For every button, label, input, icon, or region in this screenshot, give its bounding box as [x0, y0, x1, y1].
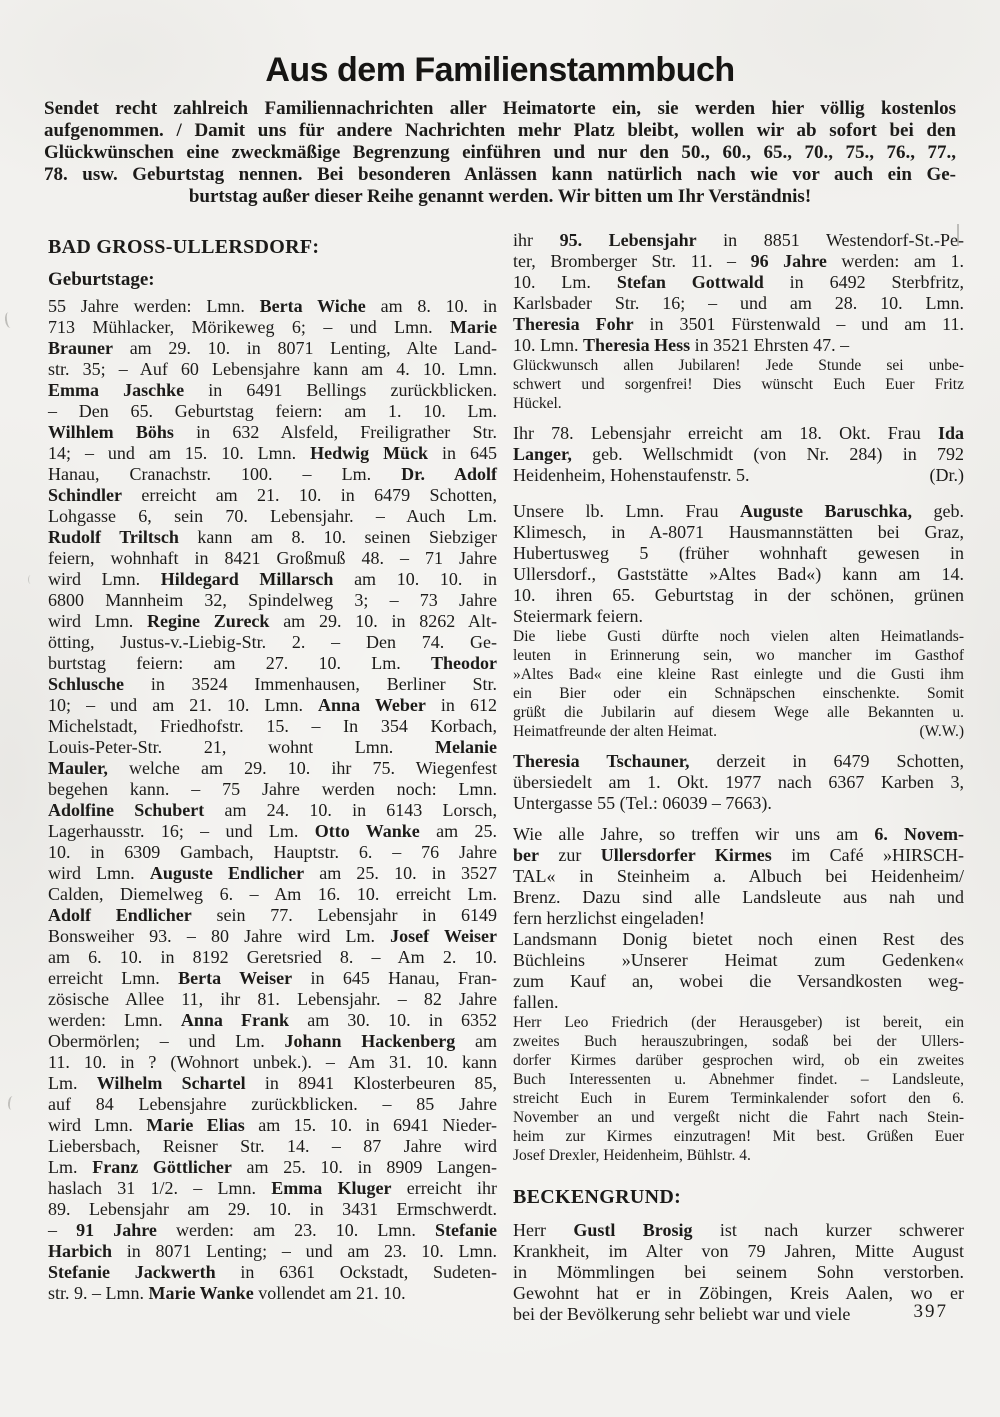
- text-line: heim zur Kirmes einzutragen! Mit best. Grüßen Euer: [513, 1128, 964, 1145]
- text-line: 10; – und am 21. 10. Lmn. Anna Weber in 612: [48, 695, 497, 715]
- section-heading-beckengrund: [513, 1184, 964, 1210]
- text-line: zum Kauf an, wobei die Versandkosten weg-: [513, 971, 964, 991]
- text-line: Schlusche in 3524 Immenhausen, Berliner Str.: [48, 674, 497, 694]
- text-line: Glückwünschen eine zweckmäßige Begrenzung einführen und nur den 50., 60., 65., 70., 75., 76., 77.,: [44, 142, 956, 163]
- text-line: Ihr 78. Lebensjahr erreicht am 18. Okt. Frau Ida: [513, 423, 964, 443]
- text-line: ötting, Justus-v.-Liebig-Str. 2. – Den 74. Ge-: [48, 632, 497, 652]
- left-column: [48, 230, 497, 1325]
- text-line: 10. in 6309 Gambach, Hauptstr. 6. – 76 Jahre: [48, 842, 497, 862]
- text-line: Hückel.: [513, 395, 562, 412]
- text-line: Hubertusweg 5 (früher wohnhaft gewesen in: [513, 543, 964, 563]
- text-line: Liebersbach, Reisner Str. 14. – 87 Jahre wird: [48, 1136, 497, 1156]
- paragraph: [513, 929, 964, 1013]
- text-line: Buch Interessenten u. Abnehmer findet. – Landsleute,: [513, 1071, 964, 1088]
- text-line: Hanau, Cranachstr. 100. – Lm. Dr. Adolf: [48, 464, 497, 484]
- text-line: Unsere lb. Lmn. Frau Auguste Baruschka, geb.: [513, 501, 964, 521]
- text-line: Glückwunsch allen Jubilaren! Jede Stunde sei unbe-: [513, 357, 964, 374]
- text-line: haslach 31 1/2. – Lmn. Emma Kluger erreicht ihr: [48, 1178, 497, 1198]
- text-line: erreicht Lmn. Berta Weiser in 645 Hanau, Fran-: [48, 968, 497, 988]
- text-line: TAL« in Steinheim a. Albuch bei Heidenheim/: [513, 866, 964, 886]
- text-line: Landsmann Donig bietet noch einen Rest des: [513, 929, 964, 949]
- text-line: wird Lmn. Regine Zureck am 29. 10. in 8262 Alt-: [48, 611, 497, 631]
- text-line: Büchleins »Unserer Heimat zum Gedenken«: [513, 950, 964, 970]
- text-line: 10. Lmn. Theresia Hess in 3521 Ehrsten 47. –: [513, 335, 850, 355]
- text-line: bei der Bevölkerung sehr beliebt war und viele: [513, 1304, 851, 1324]
- text-line: Steiermark feiern.: [513, 606, 643, 626]
- right-aligned-initials: (W.W.): [919, 723, 964, 740]
- text-line: burtstag außer dieser Reihe genannt werden. Wir bitten um Ihr Verständnis!: [188, 186, 812, 207]
- paragraph: [513, 751, 964, 814]
- text-line: Die liebe Gusti dürfte noch vielen alten Heimatlands-: [513, 628, 964, 645]
- text-line: grüßt die Jubilarin auf diesem Wege alle Bekannten u.: [513, 704, 964, 721]
- text-line: fern herzlichst eingeladen!: [513, 908, 705, 928]
- section-heading-bad-gross-ullersdorf: BAD GROSS-ULLERSDORF:: [48, 236, 320, 258]
- text-line: 55 Jahre werden: Lmn. Berta Wiche am 8. 10. in: [48, 296, 497, 316]
- text-line: 89. Lebensjahr am 29. 10. in 3431 Ermschwerdt.: [48, 1199, 497, 1219]
- scan-artifact: [7, 1096, 16, 1111]
- text-line: Untergasse 55 (Tel.: 06039 – 7663).: [513, 793, 772, 813]
- text-line: ein Bier oder ein Schnäpschen einschenkte. Somit: [513, 685, 964, 702]
- text-line: werden: Lmn. Anna Frank am 30. 10. in 6352: [48, 1010, 497, 1030]
- text-line: aufgenommen. / Damit uns für andere Nachrichten mehr Platz bleibt, wollen wir ab sofort bei den: [44, 120, 956, 141]
- text-line: Heimatfreunde der alten Heimat. (W.W.): [513, 723, 964, 740]
- text-line: Sendet recht zahlreich Familiennachrichten aller Heimatorte ein, sie werden hier völlig kostenlos: [44, 98, 956, 119]
- text-line: dorfer Kirmes darüber gesprochen wird, ob ein zweites: [513, 1052, 964, 1069]
- text-line: ber zur Ullersdorfer Kirmes im Café »HIRSCH-: [513, 845, 964, 865]
- text-line: 14; – und am 15. 10. Lmn. Hedwig Mück in 645: [48, 443, 497, 463]
- text-line: »Altes Bad« eine kleine Rast einlegte und die Gusti ihm: [513, 666, 964, 683]
- text-line: Heidenheim, Hohenstaufenstr. 5. (Dr.): [513, 465, 964, 485]
- text-line: begehen kann. – 75 Jahre werden noch: Lmn.: [48, 779, 497, 799]
- text-line: Lagerhausstr. 16; – und Lm. Otto Wanke am 25.: [48, 821, 497, 841]
- text-line: – Den 65. Geburtstag feiern: am 1. 10. Lm.: [48, 401, 497, 421]
- text-line: wird Lmn. Auguste Endlicher am 25. 10. in 3527: [48, 863, 497, 883]
- text-line: Lm. Franz Göttlicher am 25. 10. in 8909 Langen-: [48, 1157, 497, 1177]
- text-line: Lohgasse 6, sein 70. Lebensjahr. – Auch Lm.: [48, 506, 497, 526]
- text-line: Theresia Tschauner, derzeit in 6479 Schotten,: [513, 751, 964, 771]
- paragraph: [513, 356, 964, 413]
- right-aligned-initials: (Dr.): [929, 465, 964, 485]
- paragraph: [513, 501, 964, 627]
- text-line: str. 35; – Auf 60 Lebensjahre kann am 4. 10. Lmn.: [48, 359, 497, 379]
- text-line: Stefanie Jackwerth in 6361 Ockstadt, Sudeten-: [48, 1262, 497, 1282]
- paragraph: [513, 1220, 964, 1325]
- text-line: Obermörlen; – und Lm. Johann Hackenberg am: [48, 1031, 497, 1051]
- text-line: leuten in Erinnerung sein, wo mancher im Gasthof: [513, 647, 964, 664]
- paragraph: [513, 824, 964, 929]
- text-line: übersiedelt am 1. Okt. 1977 nach 6367 Karben 3,: [513, 772, 964, 792]
- text-line: str. 9. – Lmn. Marie Wanke vollendet am 21. 10.: [48, 1283, 406, 1303]
- text-line: wird Lmn. Marie Elias am 15. 10. in 6941 Nieder-: [48, 1115, 497, 1135]
- text-line: 78. usw. Geburtstag nennen. Bei besonderen Anlässen kann natürlich nach wie vor auch ein Ge-: [44, 164, 956, 185]
- two-column-layout: [48, 230, 964, 1325]
- text-line: zweites Buch herauszubringen, sodaß bei der Ullers-: [513, 1033, 964, 1050]
- text-line: Louis-Peter-Str. 21, wohnt Lmn. Melanie: [48, 737, 497, 757]
- text-line: Lm. Wilhelm Schartel in 8941 Klosterbeuren 85,: [48, 1073, 498, 1093]
- text-line: zösische Allee 11, ihr 81. Lebensjahr. – 82 Jahre: [48, 989, 497, 1009]
- text-line: Krankheit, im Alter von 79 Jahren, Mitte August: [513, 1241, 964, 1261]
- text-line: streicht Euch in Eurem Terminkalender sofort den 6.: [513, 1090, 964, 1107]
- text-line: 10. ihren 65. Geburtstag in der schönen, grünen: [513, 585, 964, 605]
- text-line: 10. Lm. Stefan Gottwald in 6492 Sterbfritz,: [513, 272, 964, 292]
- scan-artifact: [28, 575, 33, 584]
- text-line: Josef Drexler, Heidenheim, Bühlstr. 4.: [513, 1147, 751, 1164]
- text-line: Brenz. Dazu sind alle Landsleute aus nah und: [513, 887, 964, 907]
- text-line: Rudolf Triltsch kann am 8. 10. seinen Siebziger: [48, 527, 497, 547]
- text-line: Klimesch, in A-8071 Hausmannstätten bei Graz,: [513, 522, 964, 542]
- text-line: Adolf Endlicher sein 77. Lebensjahr in 6149: [48, 905, 497, 925]
- text-line: Emma Jaschke in 6491 Bellings zurückblicken.: [48, 380, 497, 400]
- text-line: schwert und sorgenfrei! Dies wünscht Euch Euer Fritz: [513, 376, 964, 393]
- text-line: 6800 Mannheim 32, Spindelweg 3; – 73 Jahre: [48, 590, 497, 610]
- paragraph: [513, 230, 964, 356]
- paragraph: [513, 423, 964, 486]
- text-line: wird Lmn. Hildegard Millarsch am 10. 10. in: [48, 569, 497, 589]
- text-line: – 91 Jahre werden: am 23. 10. Lmn. Stefanie: [48, 1220, 497, 1240]
- left-column-text: [48, 296, 497, 1304]
- scan-artifact: [4, 311, 15, 328]
- text-line: feiern, wohnhaft in 8421 Großmuß 48. – 71 Jahre: [48, 548, 497, 568]
- text-line: Herr Leo Friedrich (der Herausgeber) ist bereit, ein: [513, 1014, 964, 1031]
- page-title: Aus dem Familienstammbuch: [265, 51, 735, 89]
- text-line: ter, Bromberger Str. 11. – 96 Jahre werden: am 1.: [513, 251, 964, 271]
- text-line: Wilhlem Böhs in 632 Alsfeld, Freiligrather Str.: [48, 422, 497, 442]
- page-number: 397: [913, 1301, 948, 1322]
- text-line: burtstag feiern: am 27. 10. Lm. Theodor: [48, 653, 497, 673]
- text-line: Schindler erreicht am 21. 10. in 6479 Schotten,: [48, 485, 497, 505]
- right-column: [513, 230, 964, 1325]
- text-line: Ullersdorf., Gaststätte »Altes Bad«) kann am 14.: [513, 564, 964, 584]
- text-line: 11. 10. in ? (Wohnort unbek.). – Am 31. 10. kann: [48, 1052, 497, 1072]
- text-line: Langer, geb. Wellschmidt (von Nr. 284) in 792: [513, 444, 964, 464]
- text-line: Mauler, welche am 29. 10. ihr 75. Wiegenfest: [48, 758, 497, 778]
- text-line: Michelstadt, Friedhofstr. 15. – In 354 Korbach,: [48, 716, 497, 736]
- text-line: Gewohnt hat er in Zöbingen, Kreis Aalen, wo er: [513, 1283, 964, 1303]
- text-line: Wie alle Jahre, so treffen wir uns am 6. Novem-: [513, 824, 964, 844]
- text-line: Theresia Fohr in 3501 Fürstenwald – und am 11.: [513, 314, 964, 334]
- text-line: Calden, Diemelweg 6. – Am 16. 10. erreicht Lm.: [48, 884, 497, 904]
- paragraph: [513, 627, 964, 741]
- text-line: Bonsweiher 93. – 80 Jahre wird Lm. Josef Weiser: [48, 926, 497, 946]
- paragraph: [513, 1013, 964, 1165]
- text-line: Karlsbader Str. 16; – und am 28. 10. Lmn.: [513, 293, 964, 313]
- text-line: Herr Gustl Brosig ist nach kurzer schwerer: [513, 1220, 965, 1240]
- text-line: auf 84 Lebensjahre zurückblicken. – 85 Jahre: [48, 1094, 497, 1114]
- text-line: Harbich in 8071 Lenting; – und am 23. 10. Lmn.: [48, 1241, 497, 1261]
- intro-paragraph: [44, 98, 956, 208]
- text-line: BECKENGRUND:: [513, 1186, 682, 1208]
- text-line: Adolfine Schubert am 24. 10. in 6143 Lorsch,: [48, 800, 497, 820]
- text-line: Brauner am 29. 10. in 8071 Lenting, Alte Land-: [48, 338, 497, 358]
- text-line: in Mömmlingen bei seinem Sohn verstorben.: [513, 1262, 964, 1282]
- text-line: ihr 95. Lebensjahr in 8851 Westendorf-St.-Pe-: [513, 230, 964, 250]
- text-line: November an und vergeßt nicht die Fahrt nach Stein-: [513, 1109, 964, 1126]
- text-line: fallen.: [513, 992, 559, 1012]
- text-line: 713 Mühlacker, Mörikeweg 6; – und Lmn. Marie: [48, 317, 497, 337]
- subsection-heading-geburtstage: Geburtstage:: [48, 269, 155, 290]
- text-line: am 6. 10. in 8192 Geretsried 8. – Am 2. 10.: [48, 947, 497, 967]
